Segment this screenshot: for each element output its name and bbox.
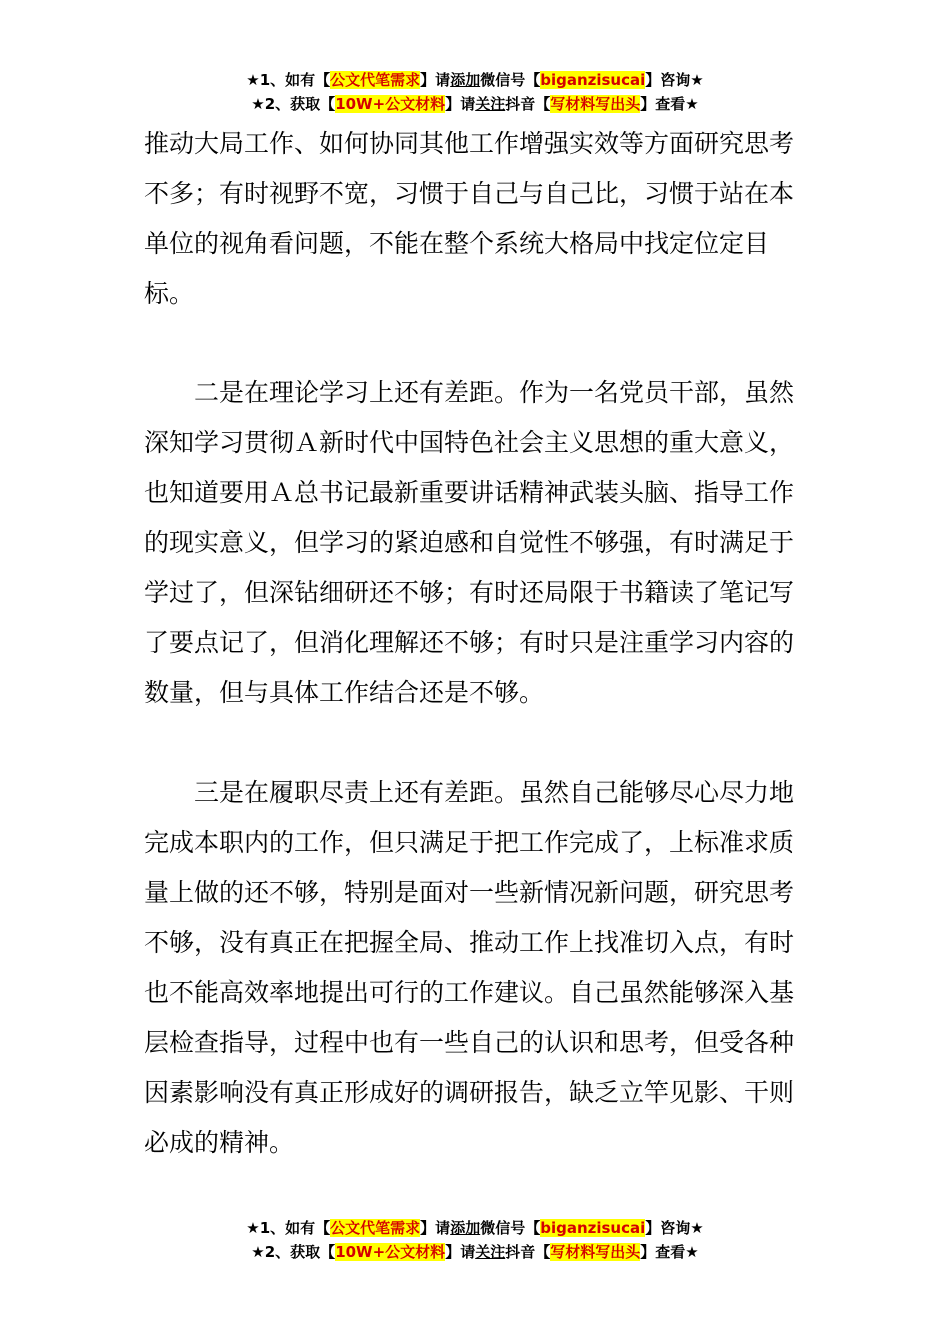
banner-text: 】请 xyxy=(420,71,451,89)
paragraph-3: 三是在履职尽责上还有差距。虽然自己能够尽心尽力地完成本职内的工作，但只满足于把工作完成了，上标准求质量上做的还不够，特别是面对一些新情况新问题，研究思考不够，没有真正在把握全局、推动工作上找准切入点，有时也不能高效率地提出可行的工作建议。自己虽然能够深入基层检查指导，过程中也有一些自己的认识和思考，但受各种因素影响没有真正形成好的调研报告，缺乏立竿见影、干则必成的精神。 xyxy=(144,778,795,1157)
banner-text: 】请 xyxy=(445,95,476,113)
banner-text: 】查看★ xyxy=(640,95,699,113)
header-banner xyxy=(0,68,950,116)
paragraph-1: 推动大局工作、如何协同其他工作增强实效等方面研究思考不多；有时视野不宽，习惯于自己与自己比，习惯于站在本单位的视角看问题，不能在整个系统大格局中找定位定目标。 xyxy=(144,129,795,308)
banner-underline: 关注 xyxy=(475,95,506,113)
banner-text: ★1、如有【 xyxy=(246,71,331,89)
banner-text: 】咨询★ xyxy=(645,1219,704,1237)
banner-line-1 xyxy=(0,68,950,92)
banner-text: 】查看★ xyxy=(640,1243,699,1261)
banner-highlight: 公文代笔需求 xyxy=(330,1219,421,1237)
banner-text: 微信号【 xyxy=(480,1219,541,1237)
banner-text: ★1、如有【 xyxy=(246,1219,331,1237)
banner-highlight: biganzisucai xyxy=(540,1219,646,1237)
banner-underline: 关注 xyxy=(475,1243,506,1261)
banner-line-2 xyxy=(0,92,950,116)
banner-underline: 添加 xyxy=(450,71,481,89)
banner-highlight: 10W+公文材料 xyxy=(335,95,446,113)
banner-text: 抖音【 xyxy=(505,1243,551,1261)
banner-text: 】请 xyxy=(445,1243,476,1261)
banner-text: 微信号【 xyxy=(480,71,541,89)
banner-highlight: 写材料写出头 xyxy=(550,95,641,113)
banner-text: 】请 xyxy=(420,1219,451,1237)
banner-highlight: biganzisucai xyxy=(540,71,646,89)
footer-banner xyxy=(0,1216,950,1264)
paragraph-2: 二是在理论学习上还有差距。作为一名党员干部，虽然深知学习贯彻Ａ新时代中国特色社会主义思想的重大意义，也知道要用Ａ总书记最新重要讲话精神武装头脑、指导工作的现实意义，但学习的紧迫感和自觉性不够强，有时满足于学过了，但深钻细研还不够；有时还局限于书籍读了笔记写了要点记了，但消化理解还不够；有时只是注重学习内容的数量，但与具体工作结合还是不够。 xyxy=(144,378,795,707)
banner-highlight: 10W+公文材料 xyxy=(335,1243,446,1261)
banner-highlight: 公文代笔需求 xyxy=(330,71,421,89)
banner-line-2 xyxy=(0,1240,950,1264)
banner-underline: 添加 xyxy=(450,1219,481,1237)
banner-text: 】咨询★ xyxy=(645,71,704,89)
banner-text: ★2、获取【 xyxy=(251,1243,336,1261)
banner-text: ★2、获取【 xyxy=(251,95,336,113)
banner-line-1 xyxy=(0,1216,950,1240)
banner-text: 抖音【 xyxy=(505,95,551,113)
banner-highlight: 写材料写出头 xyxy=(550,1243,641,1261)
